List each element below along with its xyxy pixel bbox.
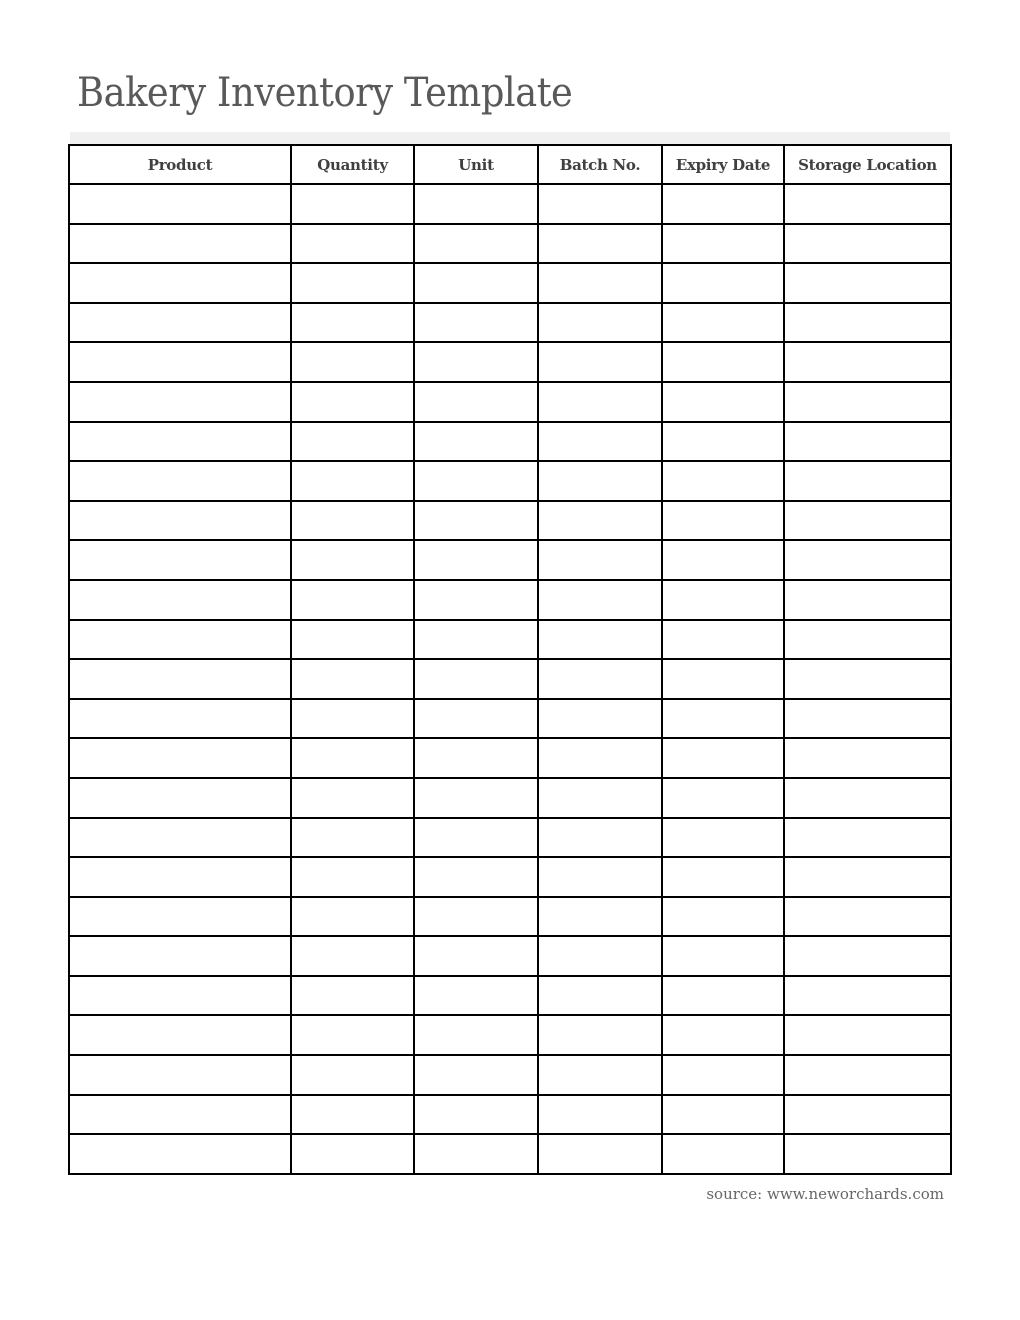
cell-quantity[interactable] (291, 382, 414, 422)
cell-batch-no[interactable] (538, 540, 662, 580)
cell-storage-location[interactable] (784, 263, 951, 303)
table-row (69, 976, 951, 1016)
cell-quantity[interactable] (291, 699, 414, 739)
cell-quantity[interactable] (291, 857, 414, 897)
cell-product[interactable] (69, 184, 291, 224)
cell-product[interactable] (69, 857, 291, 897)
table-row (69, 897, 951, 937)
cell-expiry-date[interactable] (662, 897, 784, 937)
cell-unit[interactable] (414, 738, 538, 778)
cell-batch-no[interactable] (538, 976, 662, 1016)
cell-batch-no[interactable] (538, 580, 662, 620)
table-row (69, 342, 951, 382)
cell-batch-no[interactable] (538, 1055, 662, 1095)
cell-quantity[interactable] (291, 620, 414, 660)
cell-quantity[interactable] (291, 422, 414, 462)
table-row (69, 620, 951, 660)
cell-batch-no[interactable] (538, 778, 662, 818)
table-row (69, 778, 951, 818)
cell-unit[interactable] (414, 818, 538, 858)
table-row (69, 184, 951, 224)
cell-unit[interactable] (414, 857, 538, 897)
cell-quantity[interactable] (291, 976, 414, 1016)
cell-storage-location[interactable] (784, 1055, 951, 1095)
cell-storage-location[interactable] (784, 342, 951, 382)
header-quantity: Quantity (291, 145, 414, 184)
inventory-table (68, 144, 952, 1175)
cell-unit[interactable] (414, 184, 538, 224)
header-batch-no: Batch No. (538, 145, 662, 184)
cell-storage-location[interactable] (784, 778, 951, 818)
cell-unit[interactable] (414, 620, 538, 660)
header-product: Product (69, 145, 291, 184)
cell-product[interactable] (69, 976, 291, 1016)
cell-expiry-date[interactable] (662, 540, 784, 580)
cell-batch-no[interactable] (538, 1015, 662, 1055)
table-row (69, 1015, 951, 1055)
cell-expiry-date[interactable] (662, 1134, 784, 1174)
cell-quantity[interactable] (291, 1134, 414, 1174)
cell-expiry-date[interactable] (662, 342, 784, 382)
cell-storage-location[interactable] (784, 501, 951, 541)
cell-unit[interactable] (414, 976, 538, 1016)
cell-batch-no[interactable] (538, 461, 662, 501)
cell-batch-no[interactable] (538, 897, 662, 937)
cell-unit[interactable] (414, 897, 538, 937)
cell-expiry-date[interactable] (662, 382, 784, 422)
cell-quantity[interactable] (291, 224, 414, 264)
table-row (69, 699, 951, 739)
cell-unit[interactable] (414, 936, 538, 976)
page-title: Bakery Inventory Template (77, 70, 573, 116)
cell-batch-no[interactable] (538, 184, 662, 224)
cell-unit[interactable] (414, 1015, 538, 1055)
cell-unit[interactable] (414, 382, 538, 422)
cell-expiry-date[interactable] (662, 1015, 784, 1055)
cell-storage-location[interactable] (784, 303, 951, 343)
table-row (69, 580, 951, 620)
cell-product[interactable] (69, 1095, 291, 1135)
cell-storage-location[interactable] (784, 540, 951, 580)
cell-expiry-date[interactable] (662, 778, 784, 818)
cell-batch-no[interactable] (538, 936, 662, 976)
cell-quantity[interactable] (291, 501, 414, 541)
cell-product[interactable] (69, 936, 291, 976)
cell-product[interactable] (69, 580, 291, 620)
table-row (69, 224, 951, 264)
table-row (69, 1134, 951, 1174)
cell-quantity[interactable] (291, 818, 414, 858)
cell-quantity[interactable] (291, 184, 414, 224)
cell-product[interactable] (69, 382, 291, 422)
cell-batch-no[interactable] (538, 659, 662, 699)
cell-unit[interactable] (414, 1095, 538, 1135)
cell-product[interactable] (69, 778, 291, 818)
cell-quantity[interactable] (291, 540, 414, 580)
cell-unit[interactable] (414, 778, 538, 818)
cell-product[interactable] (69, 818, 291, 858)
table-row (69, 936, 951, 976)
table-row (69, 857, 951, 897)
cell-expiry-date[interactable] (662, 738, 784, 778)
cell-batch-no[interactable] (538, 699, 662, 739)
cell-batch-no[interactable] (538, 224, 662, 264)
cell-product[interactable] (69, 897, 291, 937)
cell-storage-location[interactable] (784, 224, 951, 264)
cell-unit[interactable] (414, 263, 538, 303)
cell-product[interactable] (69, 342, 291, 382)
cell-expiry-date[interactable] (662, 422, 784, 462)
cell-quantity[interactable] (291, 897, 414, 937)
cell-expiry-date[interactable] (662, 224, 784, 264)
cell-batch-no[interactable] (538, 1134, 662, 1174)
cell-batch-no[interactable] (538, 382, 662, 422)
cell-unit[interactable] (414, 342, 538, 382)
cell-storage-location[interactable] (784, 382, 951, 422)
cell-storage-location[interactable] (784, 1134, 951, 1174)
table-body (69, 184, 951, 1174)
source-credit: source: www.neworchards.com (706, 1185, 944, 1203)
cell-expiry-date[interactable] (662, 461, 784, 501)
cell-expiry-date[interactable] (662, 1095, 784, 1135)
cell-storage-location[interactable] (784, 738, 951, 778)
cell-expiry-date[interactable] (662, 303, 784, 343)
cell-quantity[interactable] (291, 778, 414, 818)
table-row (69, 303, 951, 343)
cell-product[interactable] (69, 422, 291, 462)
cell-product[interactable] (69, 263, 291, 303)
cell-expiry-date[interactable] (662, 936, 784, 976)
cell-product[interactable] (69, 1134, 291, 1174)
cell-quantity[interactable] (291, 659, 414, 699)
table-row (69, 540, 951, 580)
cell-product[interactable] (69, 659, 291, 699)
cell-storage-location[interactable] (784, 857, 951, 897)
cell-product[interactable] (69, 620, 291, 660)
cell-storage-location[interactable] (784, 461, 951, 501)
cell-unit[interactable] (414, 699, 538, 739)
cell-expiry-date[interactable] (662, 184, 784, 224)
header-expiry-date: Expiry Date (662, 145, 784, 184)
cell-unit[interactable] (414, 1055, 538, 1095)
cell-quantity[interactable] (291, 1055, 414, 1095)
cell-product[interactable] (69, 699, 291, 739)
cell-expiry-date[interactable] (662, 818, 784, 858)
header-row (69, 145, 951, 184)
cell-storage-location[interactable] (784, 976, 951, 1016)
cell-storage-location[interactable] (784, 184, 951, 224)
cell-batch-no[interactable] (538, 1095, 662, 1135)
cell-unit[interactable] (414, 580, 538, 620)
cell-batch-no[interactable] (538, 303, 662, 343)
cell-batch-no[interactable] (538, 738, 662, 778)
cell-storage-location[interactable] (784, 897, 951, 937)
cell-product[interactable] (69, 1055, 291, 1095)
cell-unit[interactable] (414, 659, 538, 699)
table-row (69, 818, 951, 858)
header-unit: Unit (414, 145, 538, 184)
cell-storage-location[interactable] (784, 620, 951, 660)
cell-batch-no[interactable] (538, 620, 662, 660)
table-row (69, 461, 951, 501)
cell-product[interactable] (69, 461, 291, 501)
cell-expiry-date[interactable] (662, 501, 784, 541)
cell-product[interactable] (69, 1015, 291, 1055)
cell-expiry-date[interactable] (662, 976, 784, 1016)
cell-quantity[interactable] (291, 303, 414, 343)
cell-expiry-date[interactable] (662, 659, 784, 699)
cell-unit[interactable] (414, 461, 538, 501)
table-row (69, 1095, 951, 1135)
cell-expiry-date[interactable] (662, 1055, 784, 1095)
table-row (69, 659, 951, 699)
cell-unit[interactable] (414, 540, 538, 580)
cell-quantity[interactable] (291, 738, 414, 778)
header-storage-location: Storage Location (784, 145, 951, 184)
cell-product[interactable] (69, 738, 291, 778)
cell-product[interactable] (69, 303, 291, 343)
cell-batch-no[interactable] (538, 501, 662, 541)
cell-batch-no[interactable] (538, 857, 662, 897)
cell-product[interactable] (69, 224, 291, 264)
cell-storage-location[interactable] (784, 818, 951, 858)
cell-expiry-date[interactable] (662, 263, 784, 303)
cell-unit[interactable] (414, 1134, 538, 1174)
table-row (69, 263, 951, 303)
table-row (69, 382, 951, 422)
cell-unit[interactable] (414, 224, 538, 264)
table-row (69, 422, 951, 462)
cell-storage-location[interactable] (784, 699, 951, 739)
table-row (69, 738, 951, 778)
cell-quantity[interactable] (291, 936, 414, 976)
cell-quantity[interactable] (291, 580, 414, 620)
cell-storage-location[interactable] (784, 1015, 951, 1055)
table-row (69, 1055, 951, 1095)
cell-batch-no[interactable] (538, 422, 662, 462)
cell-expiry-date[interactable] (662, 699, 784, 739)
cell-unit[interactable] (414, 501, 538, 541)
cell-product[interactable] (69, 501, 291, 541)
cell-quantity[interactable] (291, 263, 414, 303)
cell-product[interactable] (69, 540, 291, 580)
cell-storage-location[interactable] (784, 659, 951, 699)
cell-quantity[interactable] (291, 461, 414, 501)
cell-batch-no[interactable] (538, 818, 662, 858)
cell-quantity[interactable] (291, 342, 414, 382)
table-row (69, 501, 951, 541)
cell-expiry-date[interactable] (662, 580, 784, 620)
cell-quantity[interactable] (291, 1015, 414, 1055)
cell-unit[interactable] (414, 422, 538, 462)
cell-storage-location[interactable] (784, 580, 951, 620)
cell-expiry-date[interactable] (662, 620, 784, 660)
cell-storage-location[interactable] (784, 936, 951, 976)
cell-expiry-date[interactable] (662, 857, 784, 897)
cell-storage-location[interactable] (784, 1095, 951, 1135)
cell-storage-location[interactable] (784, 422, 951, 462)
cell-quantity[interactable] (291, 1095, 414, 1135)
cell-batch-no[interactable] (538, 263, 662, 303)
cell-unit[interactable] (414, 303, 538, 343)
cell-batch-no[interactable] (538, 342, 662, 382)
